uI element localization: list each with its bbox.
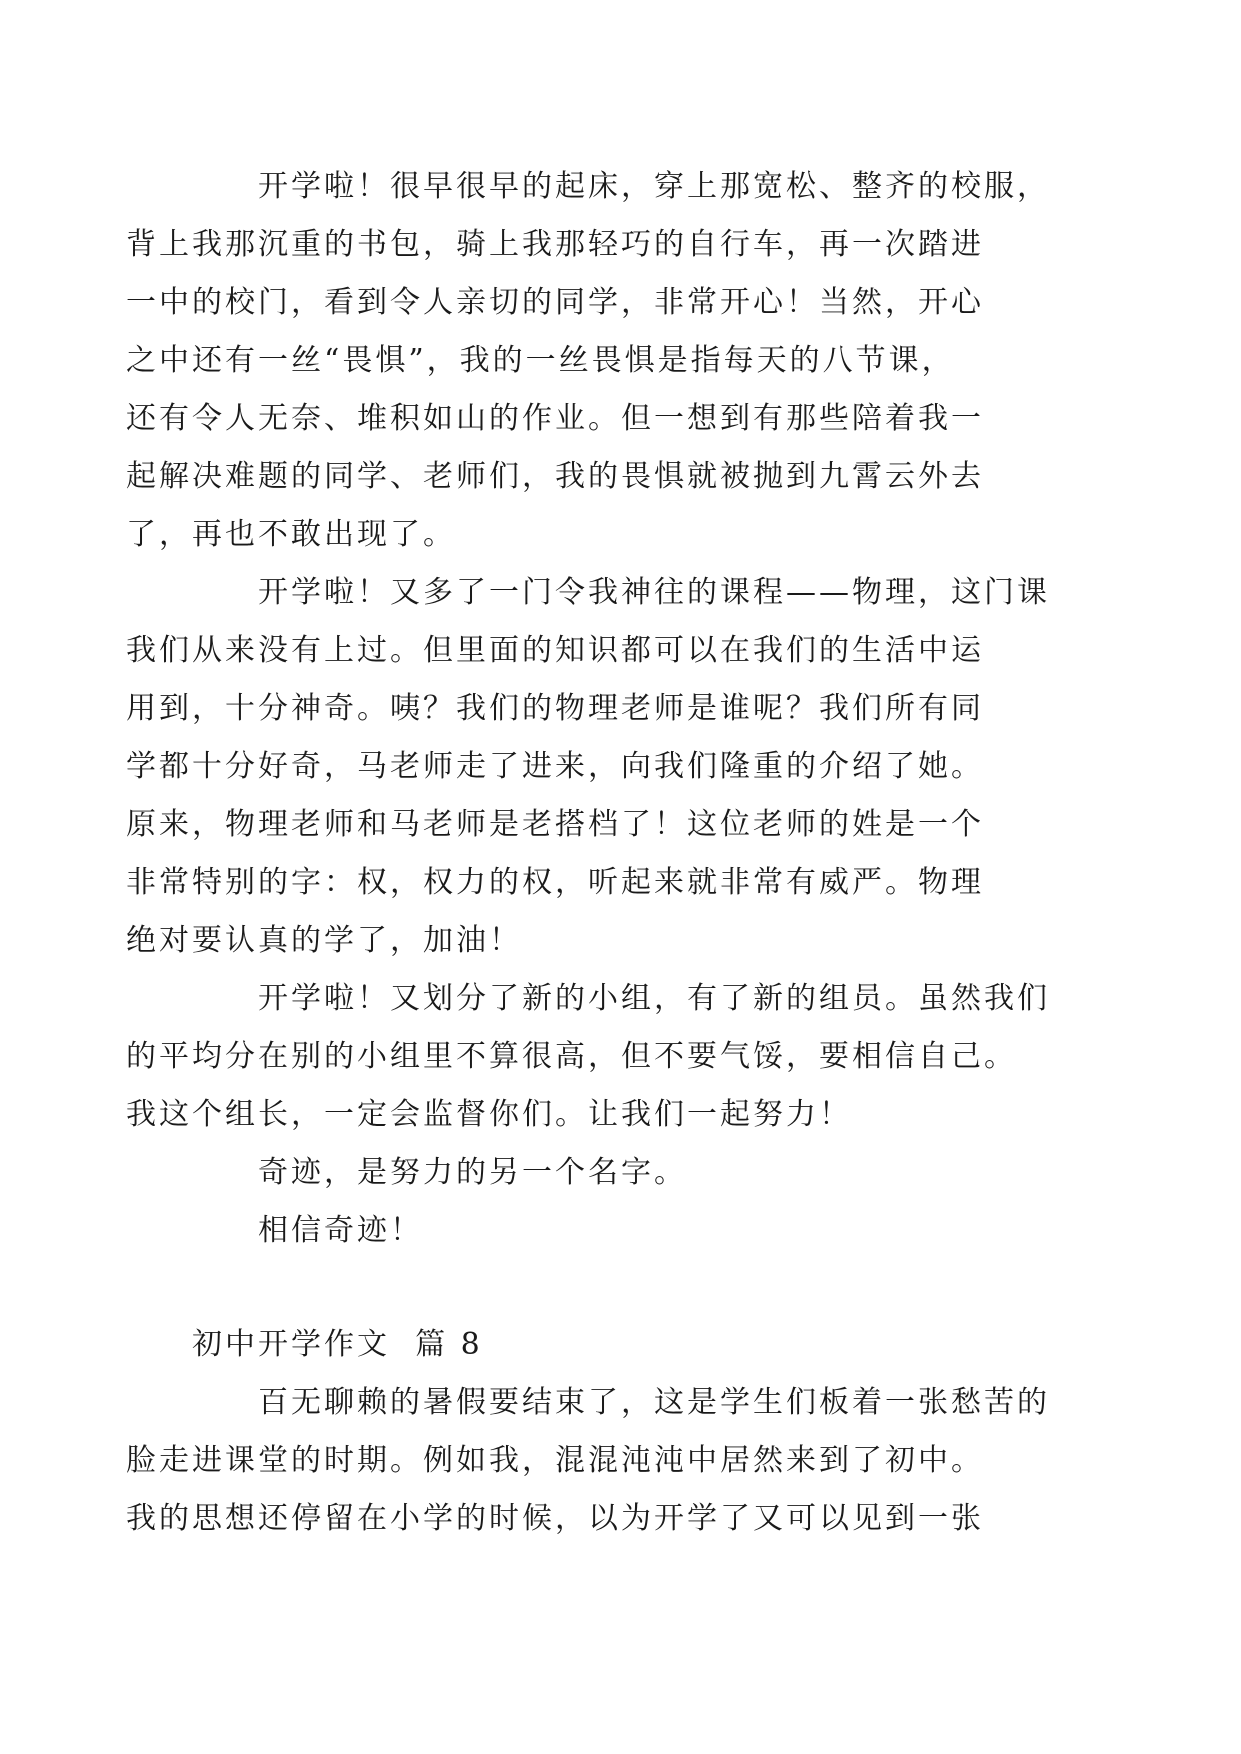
text-line: 背上我那沉重的书包，骑上我那轻巧的自行车，再一次踏进 [126,227,984,262]
paragraph-2 [126,564,1072,970]
text-line: 我这个组长，一定会监督你们。让我们一起努力！ [126,1097,852,1132]
text-line: 开学啦！又多了一门令我神往的课程——物理，这门课 [258,575,1050,610]
paragraph-5 [192,1202,1072,1260]
text-line: 绝对要认真的学了，加油！ [126,923,522,958]
text-line: 开学啦！很早很早的起床，穿上那宽松、整齐的校服， [258,169,1050,204]
section-paragraph [126,1374,1072,1548]
text-line: 的平均分在别的小组里不算很高，但不要气馁，要相信自己。 [126,1039,1017,1074]
paragraph-1 [126,158,1072,564]
text-line: 一中的校门，看到令人亲切的同学，非常开心！当然，开心 [126,285,984,320]
text-line: 我们从来没有上过。但里面的知识都可以在我们的生活中运 [126,633,984,668]
text-line: 之中还有一丝“畏惧”，我的一丝畏惧是指每天的八节课， [126,343,955,378]
text-line: 脸走进课堂的时期。例如我，混混沌沌中居然来到了初中。 [126,1443,984,1478]
text-line: 原来，物理老师和马老师是老搭档了！这位老师的姓是一个 [126,807,984,842]
text-line: 还有令人无奈、堆积如山的作业。但一想到有那些陪着我一 [126,401,984,436]
paragraph-3 [126,970,1072,1144]
text-line: 用到，十分神奇。咦？我们的物理老师是谁呢？我们所有同 [126,691,984,726]
text-line: 相信奇迹！ [258,1213,423,1248]
text-line: 非常特别的字：权，权力的权，听起来就非常有威严。物理 [126,865,984,900]
section-heading [192,1316,1072,1374]
text-line: 起解决难题的同学、老师们，我的畏惧就被抛到九霄云外去 [126,459,984,494]
section-heading-text: 初中开学作文 篇 8 [192,1327,483,1362]
text-line: 开学啦！又划分了新的小组，有了新的组员。虽然我们 [258,981,1050,1016]
text-line: 我的思想还停留在小学的时候，以为开学了又可以见到一张 [126,1501,984,1536]
text-line: 了，再也不敢出现了。 [126,517,456,552]
text-line: 学都十分好奇，马老师走了进来，向我们隆重的介绍了她。 [126,749,984,784]
text-line: 奇迹，是努力的另一个名字。 [258,1155,687,1190]
paragraph-4 [192,1144,1072,1202]
document-body [126,158,1072,1548]
text-line: 百无聊赖的暑假要结束了，这是学生们板着一张愁苦的 [258,1385,1050,1420]
